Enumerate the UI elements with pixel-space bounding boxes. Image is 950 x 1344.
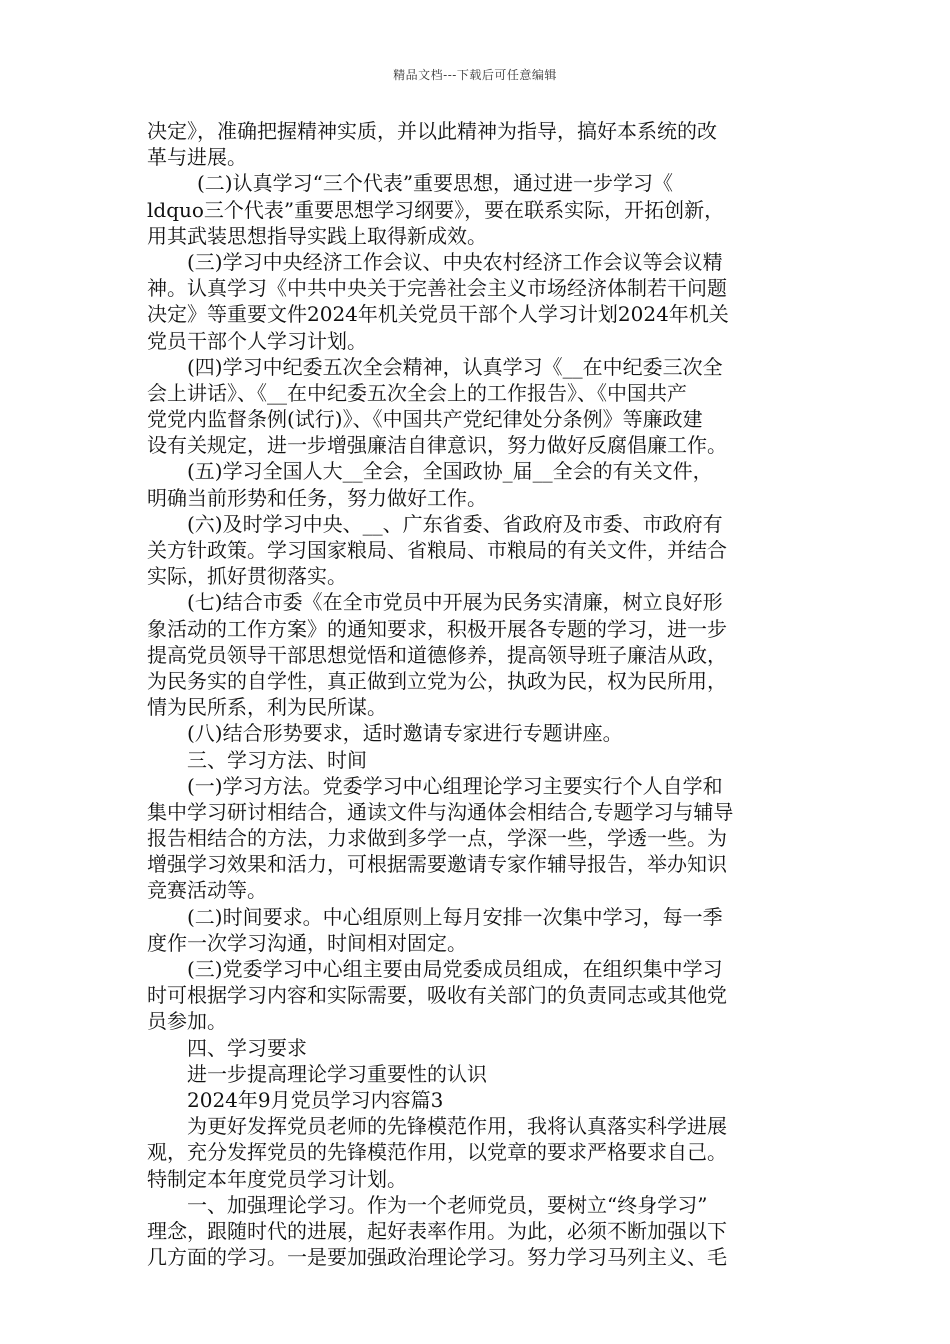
text-line: 明确当前形势和任务，努力做好工作。 [147,485,487,510]
text-line: (六)及时学习中央、__、广东省委、省政府及市委、市政府有 [187,511,723,536]
text-line: 特制定本年度党员学习计划。 [147,1166,407,1191]
text-line: 集中学习研讨相结合，通读文件与沟通体会相结合,专题学习与辅导 [147,799,734,824]
text-line: 三、学习方法、时间 [187,747,367,772]
text-line: 设有关规定，进一步增强廉洁自律意识，努力做好反腐倡廉工作。 [147,433,727,458]
text-line: 革与进展。 [147,145,247,170]
text-line: 度作一次学习沟通，时间相对固定。 [147,930,467,955]
text-line: 四、学习要求 [187,1035,307,1060]
text-line: (三)学习中央经济工作会议、中央农村经济工作会议等会议精 [187,249,723,274]
text-line: 党党内监督条例(试行)》、《中国共产党纪律处分条例》等廉政建 [147,407,703,432]
text-line: 报告相结合的方法，力求做到多学一点，学深一些，学透一些。为 [147,826,727,851]
text-line: 观，充分发挥党员的先锋模范作用，以党章的要求严格要求自己。 [147,1140,727,1165]
text-line: (四)学习中纪委五次全会精神，认真学习《__在中纪委三次全 [187,354,723,379]
text-line: 为更好发挥党员老师的先锋模范作用，我将认真落实科学进展 [187,1114,727,1139]
text-line: 提高党员领导干部思想觉悟和道德修养，提高领导班子廉洁从政， [147,642,727,667]
text-line: 员参加。 [147,1009,227,1034]
text-line: 时可根据学习内容和实际需要，吸收有关部门的负责同志或其他党 [147,983,727,1008]
text-line: 党员干部个人学习计划。 [147,328,367,353]
text-line: 理念，跟随时代的进展，起好表率作用。为此，必须不断加强以下 [147,1218,727,1243]
page-header: 精品文档---下载后可任意编辑 [393,68,557,82]
text-line: 一、加强理论学习。作为一个老师党员，要树立“终身学习” [187,1192,708,1217]
text-line: 关方针政策。学习国家粮局、省粮局、市粮局的有关文件，并结合 [147,538,727,562]
text-line: (二)时间要求。中心组原则上每月安排一次集中学习，每一季 [187,904,723,929]
text-line: 神。认真学习《中共中央关于完善社会主义市场经济体制若干问题 [147,276,727,301]
text-line: (八)结合形势要求，适时邀请专家进行专题讲座。 [187,721,623,746]
text-line: 会上讲话》、《__在中纪委五次全会上的工作报告》、《中国共产 [147,380,687,405]
text-line: 用其武装思想指导实践上取得新成效。 [147,223,487,248]
text-line: 竞赛活动等。 [147,878,267,903]
text-line: ldquo三个代表”重要思想学习纲要》，要在联系实际，开拓创新， [147,197,725,222]
text-line: 进一步提高理论学习重要性的认识 [187,1061,487,1086]
text-line: 情为民所系，利为民所谋。 [147,695,387,720]
text-line: (一)学习方法。党委学习中心组理论学习主要实行个人自学和 [187,773,723,798]
text-line: 决定》，准确把握精神实质，并以此精神为指导，搞好本系统的改 [147,119,717,143]
text-line: (二)认真学习“三个代表”重要思想，通过进一步学习《 [197,171,674,196]
text-line: (三)党委学习中心组主要由局党委成员组成，在组织集中学习 [187,957,723,981]
text-line: (五)学习全国人大__全会，全国政协_届__全会的有关文件， [187,459,713,484]
text-line: 为民务实的自学性，真正做到立党为公，执政为民，权为民所用， [147,668,727,693]
text-line: 2024年9月党员学习内容篇3 [187,1087,444,1112]
text-line: 增强学习效果和活力，可根据需要邀请专家作辅导报告，举办知识 [147,852,727,877]
text-line: 象活动的工作方案》的通知要求，积极开展各专题的学习，进一步 [147,616,727,641]
text-line: 决定》等重要文件2024年机关党员干部个人学习计划2024年机关 [147,302,729,327]
text-line: 实际，抓好贯彻落实。 [147,564,347,589]
document-body [147,118,807,1270]
text-line: (七)结合市委《在全市党员中开展为民务实清廉，树立良好形 [187,590,723,615]
text-line: 几方面的学习。一是要加强政治理论学习。努力学习马列主义、毛 [147,1245,727,1270]
